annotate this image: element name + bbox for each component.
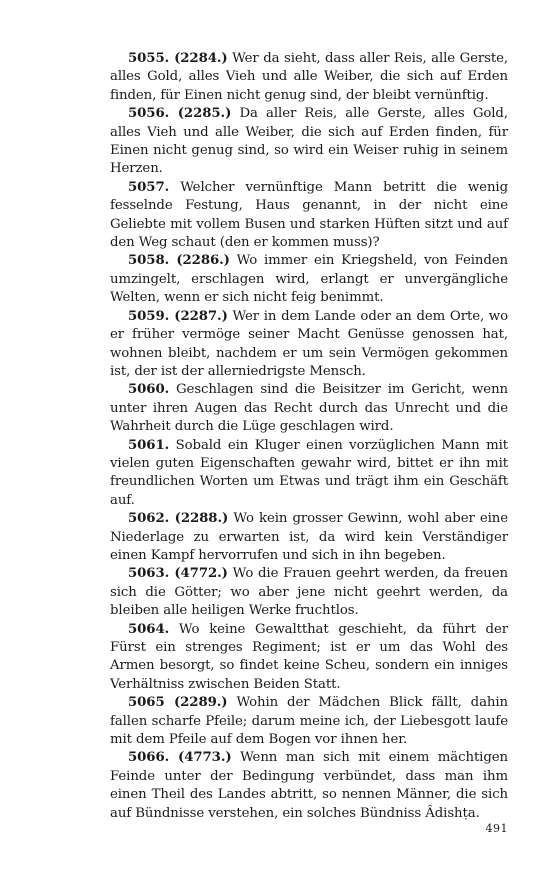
entry-number: 5059. (2287.) <box>128 308 228 324</box>
entry-number: 5055. (2284.) <box>128 51 228 66</box>
entry-5062 <box>110 510 508 565</box>
entry-5063 <box>110 565 508 620</box>
entry-5058 <box>110 252 508 307</box>
entry-number: 5066. (4773.) <box>128 750 232 766</box>
entry-number: 5063. (4772.) <box>128 566 228 582</box>
page-number: 491 <box>485 822 508 835</box>
entry-text: Wo keine Gewaltthat geschieht, da führt der Fürst ein strenges Regiment; ist er um das Wohl des Armen besorgt, so findet keine Scheu, sondern ein inniges Verhältniss zwischen Beiden Statt. <box>110 621 508 692</box>
entry-5055 <box>110 50 508 105</box>
entry-text: Da aller Reis, alle Gerste, alles Gold, alles Vieh und alle Weiber, die sich auf Erden finden, für Einen nicht genug sind, so wird ein Weiser ruhig in seinem Herzen. <box>110 106 508 177</box>
entry-number: 5065 (2289.) <box>128 695 228 711</box>
entry-text: Wo immer ein Kriegsheld, von Feinden umzingelt, erschlagen wird, erlangt er unvergängliche Welten, wenn er sich nicht feig benimmt. <box>110 253 508 306</box>
entry-text: Wer da sieht, dass aller Reis, alle Gerste, alles Gold, alles Vieh und alle Weiber, die sich auf Erden finden, für Einen nicht genug sind, der bleibt vernünftig. <box>110 51 508 103</box>
entry-number: 5064. <box>128 621 170 637</box>
entry-5057 <box>110 179 508 253</box>
entry-text: Sobald ein Kluger einen vorzüglichen Mann mit vielen guten Eigenschaften gewahr wird, bittet er ihn mit freundlichen Worten um Etwas und trägt ihm ein Geschäft auf. <box>110 437 508 508</box>
entry-5056 <box>110 105 508 179</box>
entry-5064 <box>110 621 508 695</box>
entry-text: Welcher vernünftige Mann betritt die wenig fesselnde Festung, Haus genannt, in der nicht eine Geliebte mit vollem Busen und starken Hüften sitzt und auf den Weg schaut (den er kommen muss)? <box>110 179 508 251</box>
entry-text: Wer in dem Lande oder an dem Orte, wo er früher vermöge seiner Macht Genüsse genossen hat, wohnen bleibt, nachdem er um sein Vermögen gekommen ist, der ist der allerniedrigste Mensch. <box>110 308 508 379</box>
entry-number: 5062. (2288.) <box>128 511 229 527</box>
entry-number: 5056. (2285.) <box>128 106 232 122</box>
entry-text: Geschlagen sind die Beisitzer im Gericht, wenn unter ihren Augen das Recht durch das Unrecht und die Wahrheit durch die Lüge geschlagen wird. <box>110 382 508 435</box>
entry-number: 5058. (2286.) <box>128 253 230 269</box>
entry-number: 5060. <box>128 382 170 398</box>
entry-5060 <box>110 381 508 436</box>
entry-5066 <box>110 749 508 823</box>
entry-5065 <box>110 694 508 749</box>
entry-text: Wohin der Mädchen Blick fällt, dahin fallen scharfe Pfeile; darum meine ich, der Liebesgott laufe mit dem Pfeile auf dem Bogen vor ihnen her. <box>110 695 508 748</box>
entry-text: Wenn man sich mit einem mächtigen Feinde unter der Bedingung verbündet, dass man ihm einen Theil des Landes abtritt, so nennen Männer, die sich auf Bündnisse verstehen, ein solches Bündniss Âdishṭa. <box>110 750 508 821</box>
entry-5061 <box>110 437 508 511</box>
entry-text: Wo die Frauen geehrt werden, da freuen sich die Götter; wo aber jene nicht geehrt werden, da bleiben alle heiligen Werke fruchtlos. <box>110 566 508 619</box>
text-block <box>110 50 508 823</box>
entry-number: 5061. <box>128 437 170 453</box>
entry-number: 5057. <box>128 179 170 195</box>
entry-5059 <box>110 308 508 382</box>
entry-text: Wo kein grosser Gewinn, wohl aber eine Niederlage zu erwarten ist, da wird kein Verständiger einen Kampf hervorrufen und sich in ihn begeben. <box>110 511 508 563</box>
